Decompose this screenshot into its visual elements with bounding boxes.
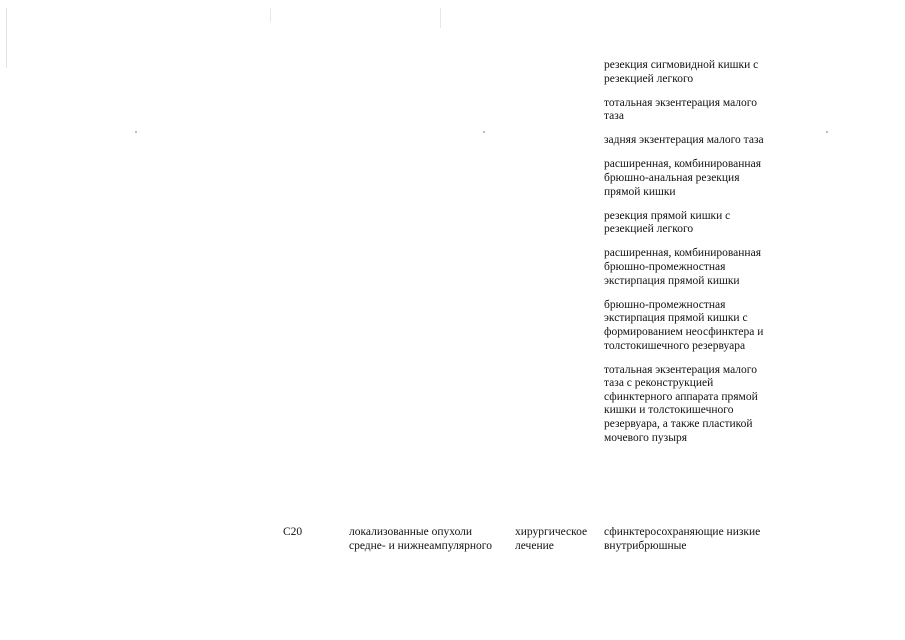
scan-mark (440, 8, 441, 28)
procedure-item: тотальная экзентерация малого таза с реконструкцией сфинктерного аппарата прямой кишки и толстокишечного резервуара, а также пластикой мочевого пузыря (604, 363, 758, 444)
treatment-method: сфинктеросохраняющие низкие внутрибрюшные (604, 526, 761, 552)
scan-mark (135, 131, 137, 133)
procedure-item: расширенная, комбинированная брюшно-промежностная экстирпация прямой кишки (604, 247, 761, 287)
scan-mark (6, 8, 7, 68)
treatment-type: хирургическое лечение (515, 526, 588, 552)
scan-mark (483, 131, 485, 133)
scan-mark (270, 8, 271, 22)
procedure-item: резекция сигмовидной кишки с резекцией легкого (604, 59, 759, 85)
procedure-item: брюшно-промежностная экстирпация прямой кишки с формированием неосфинктера и толстокишечного резервуара (604, 298, 764, 352)
procedure-item: резекция прямой кишки с резекцией легкого (604, 209, 731, 236)
procedure-item: тотальная экзентерация малого таза (604, 96, 757, 123)
procedure-item: расширенная, комбинированная брюшно-анальная резекция прямой кишки (604, 158, 761, 198)
procedure-list (604, 59, 764, 456)
scan-mark (826, 131, 828, 133)
procedure-item: задняя экзентерация малого таза (604, 134, 764, 147)
diagnosis-code: C20 (283, 526, 303, 538)
diagnosis-description: локализованные опухоли средне- и нижнеампулярного (349, 526, 492, 552)
